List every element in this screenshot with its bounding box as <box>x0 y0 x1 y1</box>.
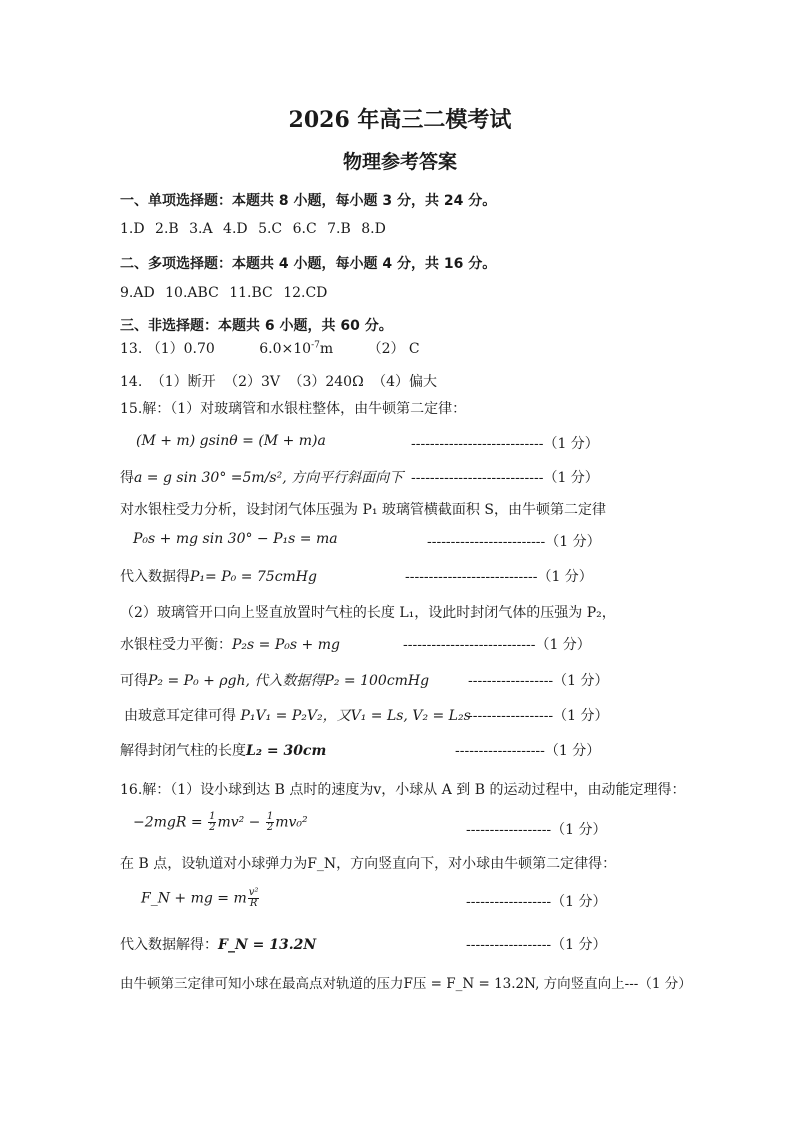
q15-eq6: P₂s = P₀s + mg <box>232 637 340 653</box>
q15-line6-label: 水银柱受力平衡： <box>120 637 232 653</box>
section-1-answers: 1.D 2.B 3.A 4.D 5.C 6.C 7.B 8.D <box>120 221 386 237</box>
q15-eq3-dashes: ------------------------- <box>427 534 546 550</box>
q15-eq8: P₁V₁ = P₂V₂，又V₁ = Ls, V₂ = L₂s <box>240 708 471 724</box>
q16-eq1-score <box>466 819 607 839</box>
section-2-answers: 9.AD 10.ABC 11.BC 12.CD <box>120 285 328 301</box>
q16-eq1 <box>133 812 308 833</box>
q13-value: 6.0×10 <box>259 341 312 357</box>
q16-eq3-points: （1 分） <box>551 894 607 910</box>
q13-answer <box>120 338 420 358</box>
q15-eq1-score <box>411 433 599 453</box>
q15-line8-label: 由玻意耳定律可得 <box>124 708 236 724</box>
q15-eq4-dashes: ---------------------------- <box>405 569 538 585</box>
q16-eq3-numerator: v² <box>248 887 259 898</box>
q15-line2 <box>120 467 403 487</box>
q15-eq1: (M + m) gsinθ = (M + m)a <box>136 433 326 449</box>
q16-eq3-score <box>466 891 607 911</box>
q15-eq7-dashes: ------------------ <box>468 673 554 689</box>
q15-eq2-dashes: ---------------------------- <box>411 470 544 486</box>
q15-eq7-points: （1 分） <box>553 673 609 689</box>
q15-eq4: P₁= P₀ = 75cmHg <box>190 569 317 585</box>
q15-eq1-points: （1 分） <box>543 436 599 452</box>
q15-line2-label: 得 <box>120 470 134 486</box>
q15-eq4-points: （1 分） <box>537 569 593 585</box>
q16-eq4-points: （1 分） <box>551 937 607 953</box>
q13-part1: 13. （1）0.70 <box>120 341 215 357</box>
q15-eq8-score <box>468 705 609 725</box>
q16-eq1-frac1: $\frac{1}{2}$ <box>209 811 216 833</box>
q15-eq3: P₀s + mg sin 30° − P₁s = ma <box>133 531 338 547</box>
q15-line8 <box>124 705 471 725</box>
q15-line5: （2）玻璃管开口向上竖直放置时气柱的长度 L₁，设此时封闭气体的压强为 P₂， <box>120 605 616 621</box>
q15-eq2: a = g sin 30° =5m/s², 方向平行斜面向下 <box>134 470 404 486</box>
q13-part2: （2） C <box>367 341 420 357</box>
section-3-heading: 三、非选择题：本题共 6 小题，共 60 分。 <box>120 318 393 334</box>
q15-eq8-dashes: ------------------ <box>468 708 554 724</box>
q15-line6 <box>120 634 340 654</box>
q15-eq6-points: （1 分） <box>535 637 591 653</box>
q16-line2: 在 B 点，设轨道对小球弹力为F_N，方向竖直向下，对小球由牛顿第二定律得： <box>120 856 617 872</box>
q15-eq9-points: （1 分） <box>544 743 601 759</box>
q15-eq3-points: （1 分） <box>545 534 601 550</box>
q15-line9 <box>120 740 326 760</box>
q16-line5: 由牛顿第三定律可知小球在最高点对轨道的压力F压 = F_N = 13.2N, 方向竖直向上---（1 分） <box>120 976 692 992</box>
q16-eq4: F_N = 13.2N <box>218 937 317 953</box>
q13-unit: m <box>319 341 334 357</box>
q15-eq9: L₂ = 30cm <box>246 743 327 759</box>
q14-answer: 14. （1）断开 （2）3V （3）240Ω （4）偏大 <box>120 374 438 390</box>
q16-eq1-mid: mv² − <box>217 814 261 831</box>
q15-eq6-score <box>403 634 591 654</box>
q15-line4 <box>120 566 317 586</box>
q15-line4-label: 代入数据得 <box>120 569 190 585</box>
q15-eq4-score <box>405 566 593 586</box>
q16-eq3-dashes: ------------------ <box>466 894 552 910</box>
q15-eq6-dashes: ---------------------------- <box>403 637 536 653</box>
q16-eq3-left: F_N + mg = m <box>141 890 247 907</box>
q16-heading: 16.解：（1）设小球到达 B 点时的速度为v，小球从 A 到 B 的运动过程中，由动能定理得： <box>120 782 686 798</box>
exam-subtitle: 物理参考答案 <box>342 151 457 173</box>
q16-eq1-dashes: ------------------ <box>466 822 552 838</box>
q15-eq1-dashes: ---------------------------- <box>411 436 544 452</box>
q15-heading: 15.解：（1）对玻璃管和水银柱整体，由牛顿第二定律： <box>120 401 467 417</box>
q16-line4 <box>120 934 316 954</box>
q15-eq8-points: （1 分） <box>553 708 609 724</box>
q15-eq9-dashes: ------------------- <box>455 743 545 759</box>
q15-line3: 对水银柱受力分析，设封闭气体压强为 P₁ 玻璃管横截面积 S，由牛顿第二定律 <box>120 502 606 518</box>
section-1-heading: 一、单项选择题：本题共 8 小题，每小题 3 分，共 24 分。 <box>120 193 497 209</box>
q15-eq2-points: （1 分） <box>543 470 599 486</box>
section-2-heading: 二、多项选择题：本题共 4 小题，每小题 4 分，共 16 分。 <box>120 256 497 272</box>
q16-line4-label: 代入数据解得： <box>120 937 218 953</box>
q16-eq3-frac <box>248 888 260 909</box>
q15-eq9-score <box>455 740 600 760</box>
exam-title: 2026 年高三二模考试 <box>288 107 512 133</box>
q16-eq4-dashes: ------------------ <box>466 937 552 953</box>
q15-line7 <box>120 670 429 690</box>
q16-eq1-left: −2mgR = <box>133 814 203 831</box>
q16-eq3-denominator: R <box>249 898 258 909</box>
q16-eq1-points: （1 分） <box>551 822 607 838</box>
q16-eq4-score <box>466 934 607 954</box>
q15-eq7: P₂ = P₀ + ρgh, 代入数据得P₂ = 100cmHg <box>148 673 430 689</box>
q16-eq3 <box>141 888 260 909</box>
q13-exponent: -7 <box>311 340 320 351</box>
q15-eq7-score <box>468 670 609 690</box>
q15-eq3-score <box>427 531 601 551</box>
q15-line9-label: 解得封闭气柱的长度 <box>120 743 246 759</box>
q16-eq1-frac2: $\frac{1}{2}$ <box>266 811 274 833</box>
q15-line7-label: 可得 <box>120 673 148 689</box>
q16-eq1-right: mv₀² <box>275 814 308 831</box>
q15-eq2-score <box>411 467 599 487</box>
